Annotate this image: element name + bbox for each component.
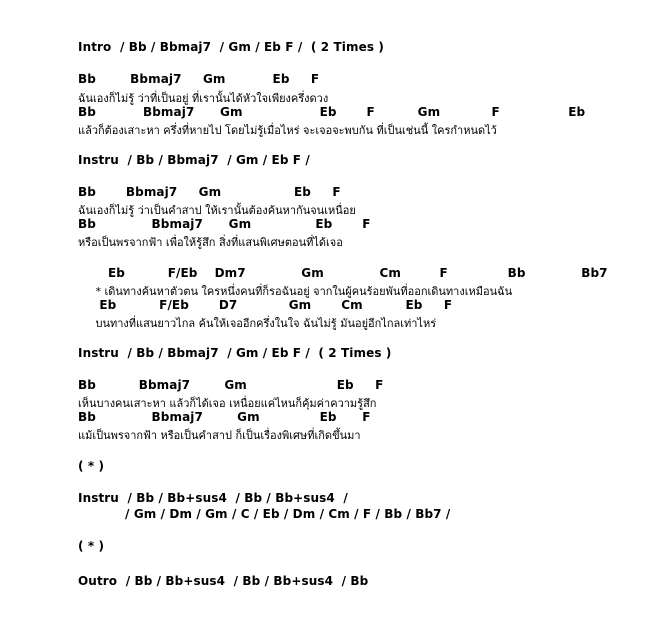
verse3-lyrics-2: แม้เป็นพรจากฟ้า หรือเป็นคำสาป ก็เป็นเรื่องพิเศษที่เกิดขึ้นมา bbox=[78, 429, 361, 442]
verse3-chords-2: Bb Bbmaj7 Gm Eb F bbox=[78, 410, 371, 424]
verse2-chords-2: Bb Bbmaj7 Gm Eb F bbox=[78, 217, 371, 231]
repeat-marker-2: ( * ) bbox=[78, 539, 105, 553]
verse2-lyrics-1: ฉันเองก็ไม่รู้ ว่าเป็นคำสาป ให้เรานั้นต้องค้นหากันจนเหนื่อย bbox=[78, 204, 356, 217]
verse2-lyrics-2: หรือเป็นพรจากฟ้า เพื่อให้รู้สึก สิ่งที่แสนพิเศษตอนที่ได้เจอ bbox=[78, 236, 343, 249]
verse3-lyrics-1: เห็นบางคนเสาะหา แล้วก็ได้เจอ เหนื่อยแค่ไหนก็คุ้มค่าความรู้สึก bbox=[78, 397, 377, 410]
repeat-marker-1: ( * ) bbox=[78, 459, 105, 473]
chorus-chords-2: Eb F/Eb D7 Gm Cm Eb F bbox=[78, 298, 453, 312]
verse3-chords-1: Bb Bbmaj7 Gm Eb F bbox=[78, 378, 384, 392]
outro-line: Outro / Bb / Bb+sus4 / Bb / Bb+sus4 / Bb bbox=[78, 574, 369, 588]
verse1-lyrics-2: แล้วก็ต้องเสาะหา ครึ่งที่หายไป โดยไม่รู้เมื่อไหร่ จะเจอจะพบกัน ที่เป็นเช่นนี้ ใครกำหนดไว้ bbox=[78, 124, 497, 137]
chorus-lyrics-1: * เดินทางค้นหาตัวตน ใครหนึ่งคนที่ก็รอฉันอยู่ จากในผู้คนร้อยพันที่ออกเดินทางเหมือนฉัน bbox=[78, 285, 513, 298]
instru-line-1: Instru / Bb / Bbmaj7 / Gm / Eb F / bbox=[78, 153, 310, 167]
chorus-chords-1: Eb F/Eb Dm7 Gm Cm F Bb Bb7 bbox=[78, 266, 608, 280]
instru-line-3b: / Gm / Dm / Gm / C / Eb / Dm / Cm / F / Bb / Bb7 / bbox=[78, 507, 451, 521]
instru-line-2: Instru / Bb / Bbmaj7 / Gm / Eb F / ( 2 Times ) bbox=[78, 346, 392, 360]
verse1-chords-2: Bb Bbmaj7 Gm Eb F Gm F Eb bbox=[78, 105, 586, 119]
verse1-lyrics-1: ฉันเองก็ไม่รู้ ว่าที่เป็นอยู่ ที่เรานั้นได้หัวใจเพียงครึ่งดวง bbox=[78, 92, 329, 105]
chorus-lyrics-2: บนทางที่แสนยาวไกล ค้นให้เจออีกครึ่งในใจ ฉันไม่รู้ มันอยู่อีกไกลเท่าไหร่ bbox=[78, 317, 437, 330]
intro-line: Intro / Bb / Bbmaj7 / Gm / Eb F / ( 2 Times ) bbox=[78, 40, 384, 54]
instru-line-3a: Instru / Bb / Bb+sus4 / Bb / Bb+sus4 / bbox=[78, 491, 348, 505]
verse2-chords-1: Bb Bbmaj7 Gm Eb F bbox=[78, 185, 341, 199]
verse1-chords-1: Bb Bbmaj7 Gm Eb F bbox=[78, 72, 320, 86]
